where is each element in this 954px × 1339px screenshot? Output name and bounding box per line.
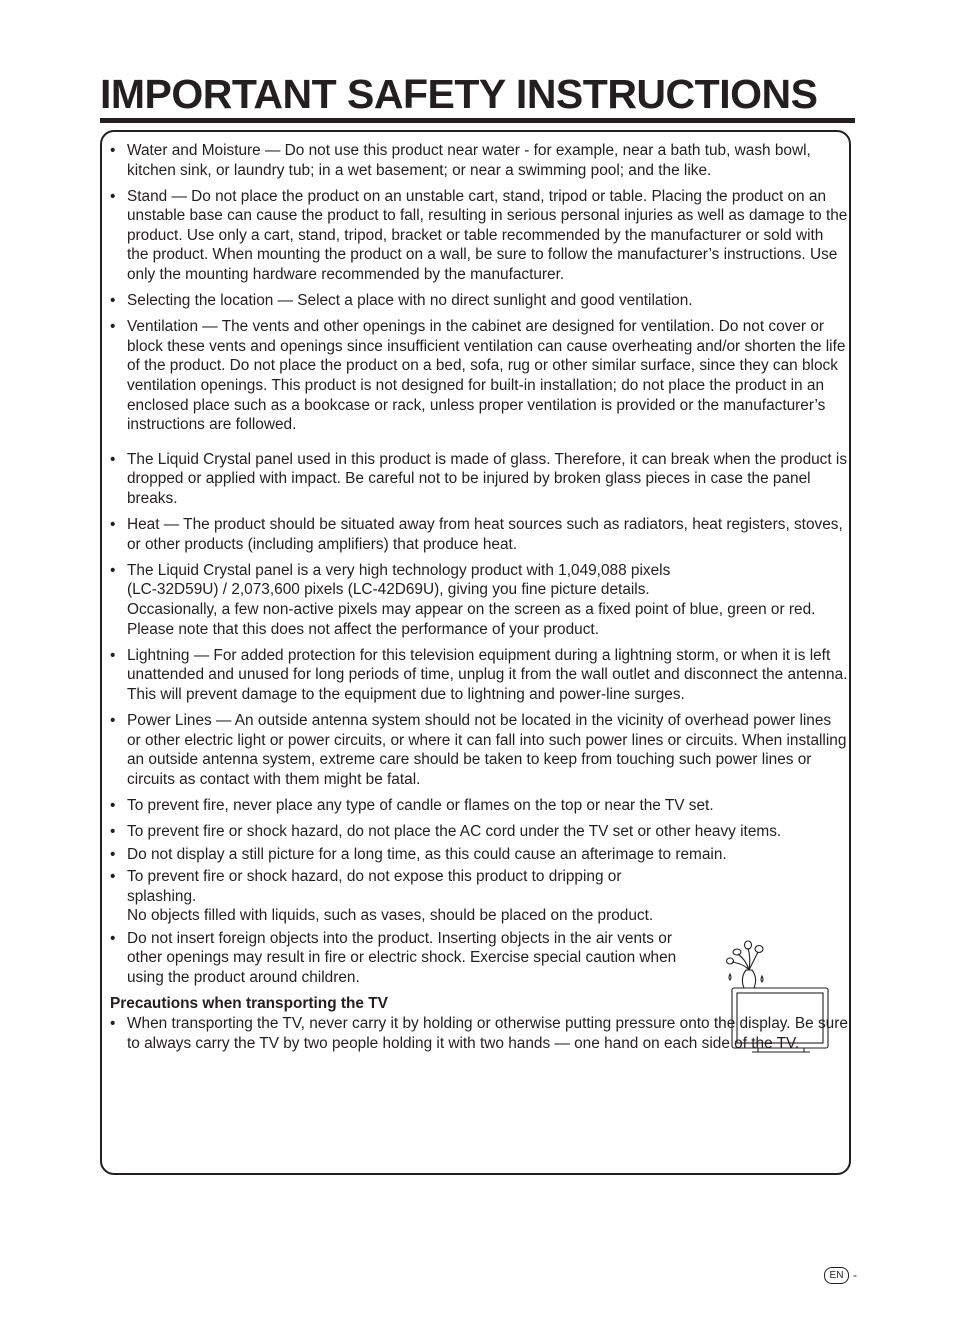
transport-heading: Precautions when transporting the TV: [110, 994, 388, 1012]
list-item-stand: • Stand — Do not place the product on an unstable cart, stand, tripod or table. Placing the product on an unstable base can cause the product to fall, resulting in serious personal injuries as well as damage to the product. Use only a cart, stand, tripod, bracket or table recommended by the manufacturer or sold with the product. When mounting the product on a wall, be sure to follow the manufacturer’s instructions. Use only the mounting hardware recommended by the manufacturer.: [110, 187, 848, 285]
liquids-line-2: No objects filled with liquids, such as vases, should be placed on the product.: [127, 907, 654, 925]
list-item-transport: • When transporting the TV, never carry it by holding or otherwise putting pressure onto the display. Be sure to always carry the TV by two people holding it with two hands — one hand on each side of the TV.: [110, 1014, 848, 1053]
list-item-pixels: [110, 561, 848, 639]
list-item-ac-cord: • To prevent fire or shock hazard, do not place the AC cord under the TV set or other heavy items.: [110, 822, 848, 842]
page-marker: [824, 1265, 857, 1285]
page-title: IMPORTANT SAFETY INSTRUCTIONS: [100, 71, 818, 117]
list-item-candle: • To prevent fire, never place any type of candle or flames on the top or near the TV set.: [110, 796, 848, 816]
page-number-dash: -: [853, 1268, 857, 1282]
instructions-content: [110, 141, 848, 1060]
list-item-power-lines: • Power Lines — An outside antenna system should not be located in the vicinity of overhead power lines or other electric light or power circuits, or where it can fall into such power lines or circuits. When installing an outside antenna system, extreme care should be taken to keep from touching such power lines or circuits as contact with them might be fatal.: [110, 711, 848, 789]
list-item-liquids: [110, 867, 848, 926]
language-badge: EN: [824, 1267, 849, 1284]
pixels-line-2: (LC-32D59U) / 2,073,600 pixels (LC-42D69U), giving you fine picture details.: [127, 581, 650, 599]
pixels-line-1: • The Liquid Crystal panel is a very high technology product with 1,049,088 pixels: [127, 561, 671, 579]
list-item-glass-panel: • The Liquid Crystal panel used in this product is made of glass. Therefore, it can break when the product is dropped or applied with impact. Be careful not to be injured by broken glass pieces in case the panel breaks.: [110, 450, 848, 509]
list-item-ventilation: • Ventilation — The vents and other openings in the cabinet are designed for ventilation. Do not cover or block these vents and openings since insufficient ventilation can cause overheating and/or shorten the life of the product. Do not place the product on a bed, sofa, rug or other similar surface, since they can block ventilation openings. This product is not designed for built-in installation; do not place the product in an enclosed place such as a bookcase or rack, unless proper ventilation is provided or the manufacturer’s instructions are followed.: [110, 317, 848, 435]
list-item-heat: • Heat — The product should be situated away from heat sources such as radiators, heat registers, stoves, or other products (including amplifiers) that produce heat.: [110, 515, 848, 554]
liquids-line-1: • To prevent fire or shock hazard, do not expose this product to dripping or splashing.: [127, 868, 622, 905]
list-item-still-picture: • Do not display a still picture for a long time, as this could cause an afterimage to remain.: [110, 845, 848, 865]
tv-vase-illustration: [718, 938, 830, 1058]
list-item-water: • Water and Moisture — Do not use this product near water - for example, near a bath tub, wash bowl, kitchen sink, or laundry tub; in a wet basement; or near a swimming pool; and the like.: [110, 141, 848, 180]
safety-list: [110, 141, 848, 988]
tv-icon: [732, 988, 828, 1048]
list-item-foreign-objects: • Do not insert foreign objects into the product. Inserting objects in the air vents or other openings may result in fire or electric shock. Exercise special caution when using the product around children.: [110, 929, 848, 988]
list-item-lightning: • Lightning — For added protection for this television equipment during a lightning storm, or when it is left unattended and unused for long periods of time, unplug it from the wall outlet and disconnect the antenna. This will prevent damage to the equipment due to lightning and power-line surges.: [110, 646, 848, 705]
title-rule: [100, 118, 855, 123]
vase-icon: [742, 970, 755, 988]
list-item-location: • Selecting the location — Select a place with no direct sunlight and good ventilation.: [110, 291, 848, 311]
pixels-line-3: Occasionally, a few non-active pixels may appear on the screen as a fixed point of blue, green or red. Please note that this does not affect the performance of your product.: [127, 600, 816, 638]
